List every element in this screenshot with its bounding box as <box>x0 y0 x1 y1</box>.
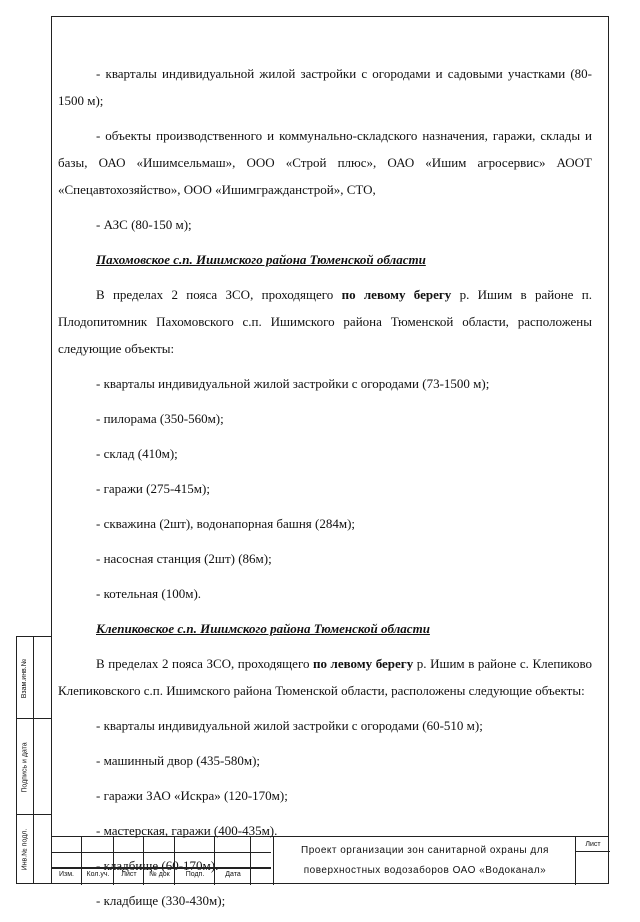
title-block <box>51 836 609 884</box>
document-body <box>58 60 592 922</box>
paragraph: - объекты производственного и коммунально-складского назначения, гаражи, склады и базы, ОАО «Ишимсельмаш», ООО «Строй плюс», ОАО «Ишим агросервис» АООТ «Спецавтохозяйство», ООО «Ишимгражданстрой», СТО, <box>58 128 592 197</box>
paragraph: - АЗС (80-150 м); <box>96 217 192 232</box>
list-item: - кварталы индивидуальной жилой застройки с огородами (60-510 м); <box>96 718 483 733</box>
stamp-header: Изм. <box>59 871 74 878</box>
sheet-label: Лист <box>585 841 601 848</box>
object-list <box>58 370 592 615</box>
stamp-header: Дата <box>225 871 241 878</box>
section-heading: Клепиковское с.п. Ишимского района Тюменской области <box>96 621 430 636</box>
object-list <box>58 712 592 922</box>
side-label-inv: Инв.№ подл. <box>21 828 29 870</box>
list-item: - скважина (2шт), водонапорная башня (284м); <box>96 516 356 531</box>
paragraph: В пределах 2 пояса ЗСО, проходящего по левому берегу р. Ишим в районе с. Клепиково Клепиковского с.п. Ишимского района Тюменской области, расположены следующие объекты: <box>58 656 592 698</box>
section-heading: Пахомовское с.п. Ишимского района Тюменской области <box>96 252 426 267</box>
list-item: - машинный двор (435-580м); <box>96 753 261 768</box>
stamp-header: № док <box>149 871 170 878</box>
side-label-vzam: Взам.инв.№ <box>21 658 29 698</box>
list-item: - кварталы индивидуальной жилой застройки с огородами (73-1500 м); <box>96 376 490 391</box>
side-stamp <box>16 636 52 884</box>
project-title: Проект организации зон санитарной охраны для поверхностных водозаборов ОАО «Водоканал» <box>273 837 576 885</box>
list-item: - склад (410м); <box>96 446 178 461</box>
sheet-cell <box>575 837 610 885</box>
paragraph: В пределах 2 пояса ЗСО, проходящего по левому берегу р. Ишим в районе п. Плодопитомник Пахомовского с.п. Ишимского района Тюменской области, расположены следующие объекты: <box>58 287 592 356</box>
stamp-header: Кол.уч. <box>86 871 110 878</box>
list-item: - гаражи (275-415м); <box>96 481 210 496</box>
list-item: - насосная станция (2шт) (86м); <box>96 551 272 566</box>
list-item: - котельная (100м). <box>96 586 202 601</box>
stamp-header: Лист <box>121 871 137 878</box>
list-item: - мастерская, гаражи (400-435м). <box>96 823 278 838</box>
list-item: - пилорама (350-560м); <box>96 411 224 426</box>
stamp-header: Подп. <box>185 871 205 878</box>
list-item: - кладбище (60-170м). <box>96 858 219 873</box>
paragraph: - кварталы индивидуальной жилой застройки с огородами и садовыми участками (80-1500 м); <box>58 66 592 108</box>
side-label-podpis: Подпись и дата <box>21 741 29 793</box>
list-item: - кладбище (330-430м); <box>96 893 226 908</box>
list-item: - гаражи ЗАО «Искра» (120-170м); <box>96 788 288 803</box>
